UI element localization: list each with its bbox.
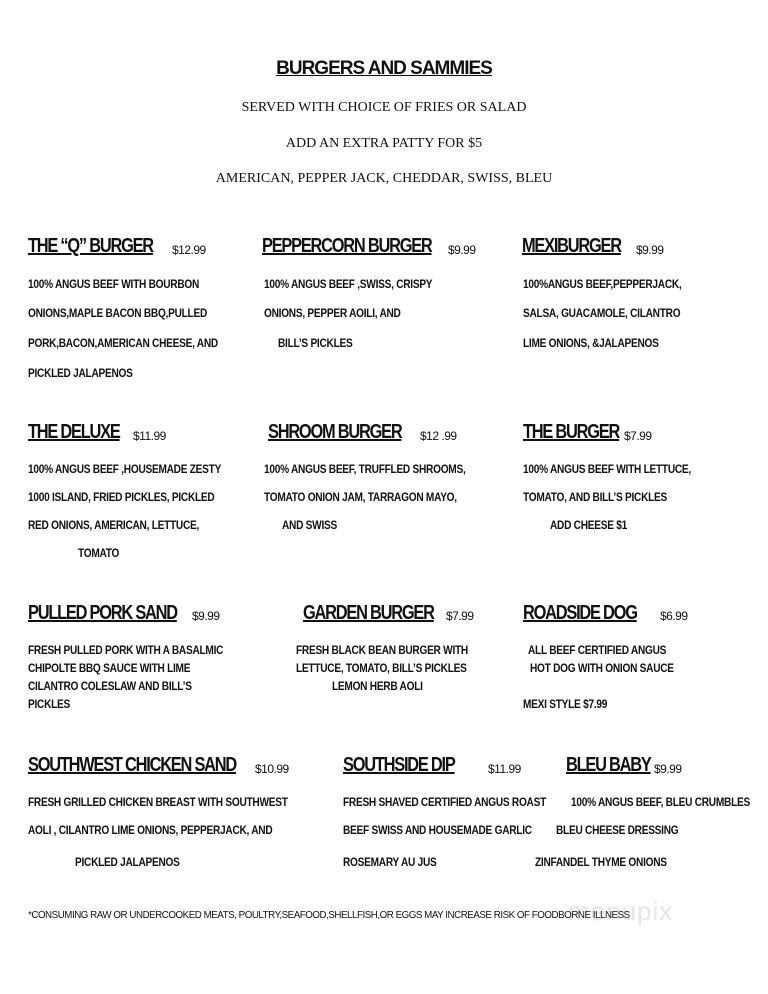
item-desc-line: PICKLED JALAPENOS [28, 368, 133, 380]
item-price: $9.99 [192, 609, 220, 623]
item-price: $12.99 [172, 243, 206, 257]
item-desc-line: RED ONIONS, AMERICAN, LETTUCE, [28, 520, 200, 532]
subtitle-cheeses: AMERICAN, PEPPER JACK, CHEDDAR, SWISS, BLEU [215, 171, 553, 186]
item-desc-line: FRESH PULLED PORK WITH A BASALMIC [28, 645, 224, 657]
item-desc-line: FRESH SHAVED CERTIFIED ANGUS ROAST [343, 797, 547, 809]
item-name: THE “Q” BURGER [28, 235, 153, 257]
item-desc-line: TOMATO, AND BILL’S PICKLES [523, 492, 668, 504]
item-name: SOUTHWEST CHICKEN SAND [28, 754, 237, 776]
item-desc-line: ROSEMARY AU JUS [343, 857, 437, 869]
item-desc-line: CILANTRO COLESLAW AND BILL’S [28, 681, 192, 693]
item-desc-line: FRESH GRILLED CHICKEN BREAST WITH SOUTHWEST [28, 797, 288, 809]
item-desc-line: ZINFANDEL THYME ONIONS [535, 857, 667, 869]
item-name: ROADSIDE DOG [523, 602, 637, 624]
item-desc-line: MEXI STYLE $7.99 [523, 699, 608, 711]
item-price: $6.99 [660, 609, 688, 623]
item-desc-line: HOT DOG WITH ONION SAUCE [530, 663, 674, 675]
item-price: $10.99 [255, 762, 289, 776]
menu-title: BURGERS AND SAMMIES [276, 58, 492, 79]
item-name: PULLED PORK SAND [28, 602, 177, 624]
item-desc-line: AOLI , CILANTRO LIME ONIONS, PEPPERJACK, AND [28, 825, 273, 837]
item-desc-line: 1000 ISLAND, FRIED PICKLES, PICKLED [28, 492, 215, 504]
item-desc-line: ONIONS, PEPPER AOILI, AND [264, 308, 401, 320]
item-desc-line: 100% ANGUS BEEF, TRUFFLED SHROOMS, [264, 464, 466, 476]
subtitle-extra-patty: ADD AN EXTRA PATTY FOR $5 [285, 136, 483, 151]
item-desc-line: AND SWISS [282, 520, 337, 532]
item-price: $12 .99 [420, 429, 457, 443]
item-price: $11.99 [133, 429, 166, 443]
item-desc-line: BLEU CHEESE DRESSING [556, 825, 679, 837]
item-price: $11.99 [488, 762, 521, 776]
footer-disclaimer: *CONSUMING RAW OR UNDERCOOKED MEATS, POULTRY,SEAFOOD,SHELLFISH,OR EGGS MAY INCREASE RISK OF FOODBORNE ILLNESS [28, 909, 630, 921]
item-name: MEXIBURGER [522, 235, 621, 257]
item-price: $9.99 [654, 762, 682, 776]
item-desc-line: PORK,BACON,AMERICAN CHEESE, AND [28, 338, 218, 350]
item-name: THE DELUXE [28, 421, 120, 443]
item-desc-line: TOMATO ONION JAM, TARRAGON MAYO, [264, 492, 457, 504]
item-desc-line: 100% ANGUS BEEF, BLEU CRUMBLES [571, 797, 750, 809]
item-desc-line: ALL BEEF CERTIFIED ANGUS [528, 645, 667, 657]
item-desc-line: SALSA, GUACAMOLE, CILANTRO [523, 308, 681, 320]
item-desc-line: ADD CHEESE $1 [550, 520, 627, 532]
item-desc-line: BEEF SWISS AND HOUSEMADE GARLIC [343, 825, 532, 837]
item-desc-line: 100% ANGUS BEEF WITH BOURBON [28, 279, 200, 291]
item-desc-line: LIME ONIONS, &JALAPENOS [523, 338, 659, 350]
item-price: $9.99 [636, 243, 664, 257]
item-desc-line: TOMATO [78, 548, 120, 560]
item-desc-line: ONIONS,MAPLE BACON BBQ,PULLED [28, 308, 208, 320]
item-name: BLEU BABY [566, 754, 651, 776]
item-price: $7.99 [624, 429, 652, 443]
item-name: PEPPERCORN BURGER [262, 235, 432, 257]
item-desc-line: LEMON HERB AOLI [332, 681, 423, 693]
item-desc-line: PICKLES [28, 699, 71, 711]
item-desc-line: PICKLED JALAPENOS [75, 857, 180, 869]
item-desc-line: LETTUCE, TOMATO, BILL’S PICKLES [296, 663, 467, 675]
item-name: SOUTHSIDE DIP [343, 754, 455, 776]
item-desc-line: 100% ANGUS BEEF ,SWISS, CRISPY [264, 279, 433, 291]
subtitle-sides: SERVED WITH CHOICE OF FRIES OR SALAD [241, 100, 527, 115]
item-desc-line: CHIPOLTE BBQ SAUCE WITH LIME [28, 663, 191, 675]
item-desc-line: 100% ANGUS BEEF ,HOUSEMADE ZESTY [28, 464, 222, 476]
item-desc-line: 100%ANGUS BEEF,PEPPERJACK, [523, 279, 682, 291]
item-price: $7.99 [446, 609, 474, 623]
item-name: SHROOM BURGER [268, 421, 402, 443]
item-desc-line: 100% ANGUS BEEF WITH LETTUCE, [523, 464, 691, 476]
item-desc-line: FRESH BLACK BEAN BURGER WITH [296, 645, 468, 657]
item-desc-line: BILL’S PICKLES [278, 338, 353, 350]
item-price: $9.99 [448, 243, 476, 257]
watermark: menupix [568, 896, 674, 926]
item-name: THE BURGER [523, 421, 620, 443]
item-name: GARDEN BURGER [303, 602, 434, 624]
